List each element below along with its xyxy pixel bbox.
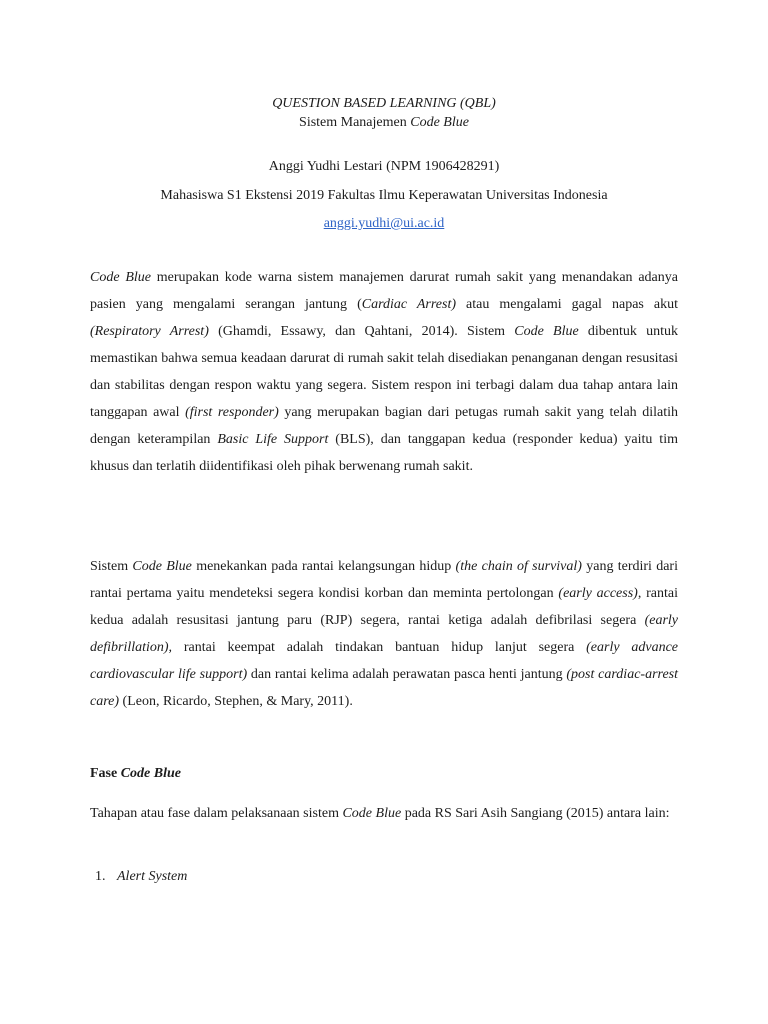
author-email (90, 214, 678, 233)
paragraph-chain-of-survival: Sistem Code Blue menekankan pada rantai kelangsungan hidup (the chain of survival) yang terdiri dari rantai pertama yaitu mendeteksi segera kondisi korban dan meminta pertolongan (early access), rantai kedua adalah resusitasi jantung paru (RJP) segera, rantai ketiga adalah defibrilasi segera (early defibrillation), rantai keempat adalah tindakan bantuan hidup lanjut segera (early advance cardiovascular life support) dan rantai kelima adalah perawatan pasca henti jantung (post cardiac-arrest care) (Leon, Ricardo, Stephen, & Mary, 2011). (90, 559, 678, 709)
phase-list (95, 867, 655, 886)
list-item-number: 1. (95, 869, 106, 884)
document-subtitle: Sistem Manajemen Code Blue (299, 115, 469, 130)
title-block (90, 94, 678, 132)
section-heading: Fase Code Blue (90, 766, 181, 781)
author-name: Anggi Yudhi Lestari (NPM 1906428291) (268, 159, 500, 174)
list-item (95, 867, 655, 886)
paragraph-phases-intro: Tahapan atau fase dalam pelaksanaan sistem Code Blue pada RS Sari Asih Sangiang (2015) antara lain: (90, 806, 670, 821)
paragraph-code-blue-definition: Code Blue merupakan kode warna sistem manajemen darurat rumah sakit yang menandakan adanya pasien yang mengalami serangan jantung (Cardiac Arrest) atau mengalami gagal napas akut (Respiratory Arrest) (Ghamdi, Essawy, dan Qahtani, 2014). Sistem Code Blue dibentuk untuk memastikan bahwa semua keadaan darurat di rumah sakit telah disediakan penanganan dengan resusitasi dan stabilitas dengan respon waktu yang segera. Sistem respon ini terbagi dalam dua tahap antara lain tanggapan awal (first responder) yang merupakan bagian dari petugas rumah sakit yang telah dilatih dengan keterampilan Basic Life Support (BLS), dan tanggapan kedua (responder kedua) yaitu tim khusus dan terlatih diidentifikasi oleh pihak berwenang rumah sakit. (90, 270, 679, 474)
author-affiliation: Mahasiswa S1 Ekstensi 2019 Fakultas Ilmu Keperawatan Universitas Indonesia (160, 188, 608, 203)
list-item-label: Alert System (117, 869, 188, 884)
document-title: QUESTION BASED LEARNING (QBL) (272, 96, 496, 111)
email-link[interactable]: anggi.yudhi@ui.ac.id (323, 216, 445, 231)
